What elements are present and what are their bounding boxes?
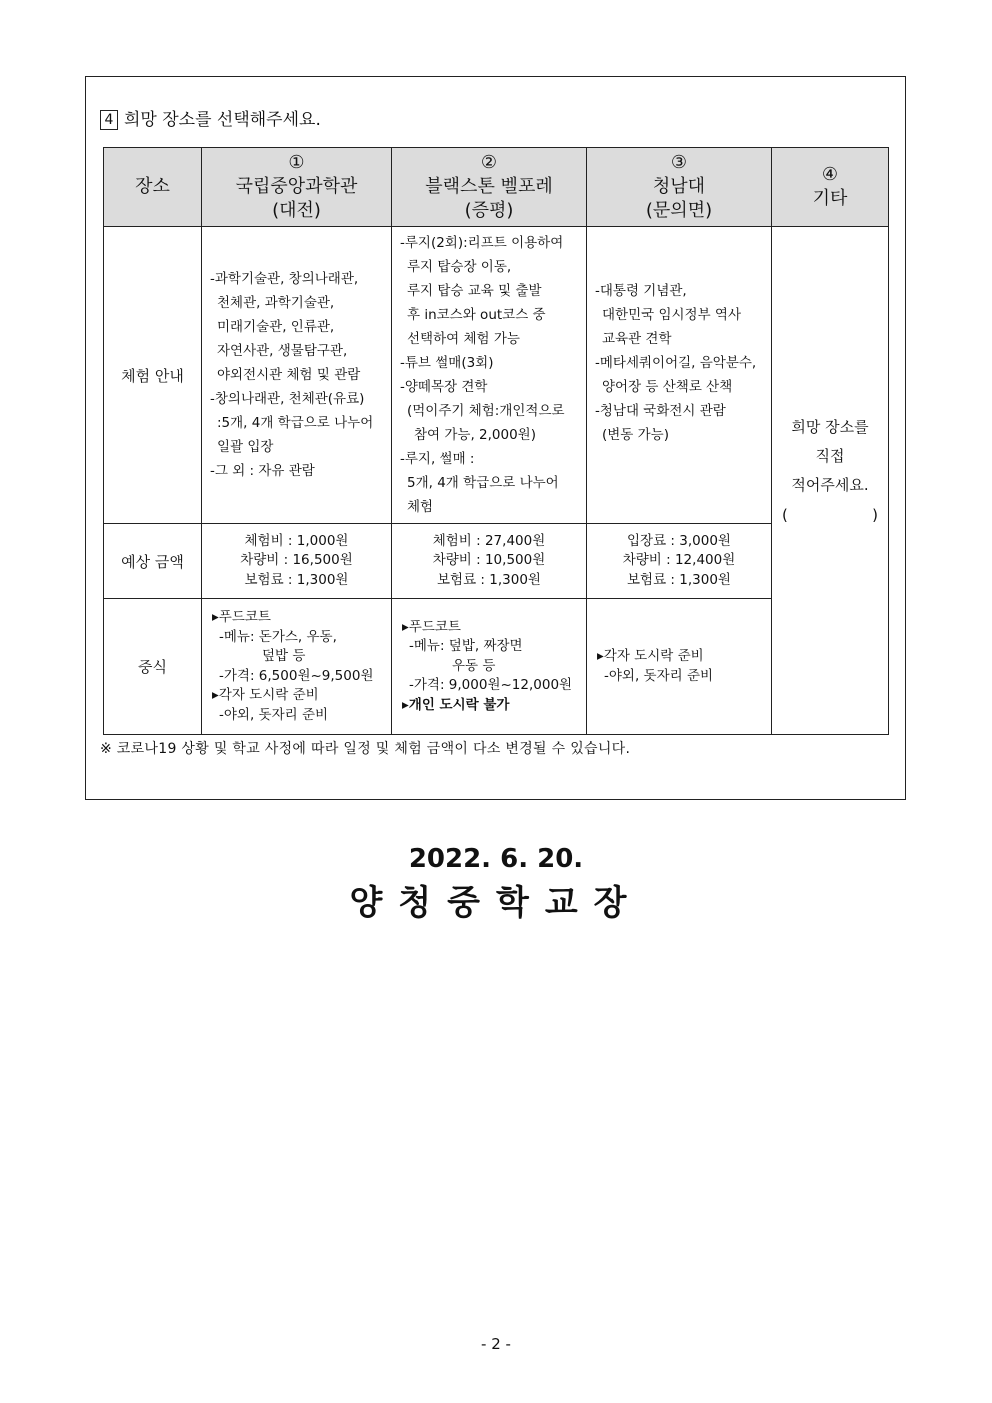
- option-location: (대전): [272, 200, 321, 221]
- section-heading-text: 희망 장소를 선택해주세요.: [124, 110, 321, 130]
- option-number: ④: [821, 164, 839, 185]
- header-option-4[interactable]: [772, 148, 889, 227]
- cost-row: [104, 524, 889, 599]
- header-option-2[interactable]: [392, 148, 587, 227]
- guide-row: [104, 227, 889, 524]
- section-heading: [100, 108, 321, 132]
- school-principal: 양청중학교장: [349, 883, 643, 923]
- option-name: 청남대: [652, 176, 706, 197]
- etc-cell: 희망 장소를 직접 적어주세요. ( ): [772, 227, 889, 735]
- page-number: - 2 -: [481, 1335, 511, 1353]
- option-name: 국립중앙과학관: [235, 176, 358, 197]
- lunch-option-2: ▸푸드코트 -메뉴: 덮밥, 짜장면 우동 등 -가격: 9,000원~12,000원 ▸개인 도시락 불가: [392, 599, 587, 735]
- header-option-3[interactable]: [587, 148, 772, 227]
- option-name: 기타: [812, 188, 848, 209]
- header-row: [104, 148, 889, 227]
- guide-option-1: -과학기술관, 창의나래관, 천체관, 과학기술관, 미래기술관, 인류관, 자연사관, 생물탐구관, 야외전시관 체험 및 관람 -창의나래관, 천체관(유료) :5개, 4개 학급으로 나누어 일괄 입장 -그 외 : 자유 관람: [202, 227, 392, 524]
- place-selection-table: [103, 147, 889, 735]
- cost-option-3: 입장료 : 3,000원 차량비 : 12,400원 보험료 : 1,300원: [587, 524, 772, 599]
- etc-input-field[interactable]: ( ): [782, 506, 878, 524]
- option-name: 블랙스톤 벨포레: [425, 176, 553, 197]
- cost-option-2: 체험비 : 27,400원 차량비 : 10,500원 보험료 : 1,300원: [392, 524, 587, 599]
- section-number: 4: [100, 110, 118, 130]
- option-location: (증평): [464, 200, 514, 221]
- cost-option-1: 체험비 : 1,000원 차량비 : 16,500원 보험료 : 1,300원: [202, 524, 392, 599]
- header-place: 장소: [104, 148, 202, 227]
- option-location: (문의면): [645, 200, 713, 221]
- guide-label: 체험 안내: [104, 227, 202, 524]
- guide-option-2: -루지(2회):리프트 이용하여 루지 탑승장 이동, 루지 탑승 교육 및 출발 후 in코스와 out코스 중 선택하여 체험 가능 -튜브 썰매(3회) -양떼목장 견학 (먹이주기 체험:개인적으로 참여 가능, 2,000원) -루지, 썰매 : 5개, 4개 학급으로 나누어 체험: [392, 227, 587, 524]
- lunch-option-1: ▸푸드코트 -메뉴: 돈가스, 우동, 덮밥 등 -가격: 6,500원~9,500원 ▸각자 도시락 준비 -야외, 돗자리 준비: [202, 599, 392, 735]
- lunch-label: 중식: [104, 599, 202, 735]
- option-number: ②: [480, 152, 498, 173]
- option-number: ①: [288, 152, 305, 173]
- guide-option-3: -대통령 기념관, 대한민국 임시정부 역사 교육관 견학 -메타세쿼이어길, 음악분수, 양어장 등 산책로 산책 -청남대 국화전시 관람 (변동 가능): [587, 227, 772, 524]
- lunch-row: [104, 599, 889, 735]
- lunch-option-3: ▸각자 도시락 준비 -야외, 돗자리 준비: [587, 599, 772, 735]
- document-date: 2022. 6. 20.: [408, 844, 584, 874]
- notice: ※ 코로나19 상황 및 학교 사정에 따라 일정 및 체험 금액이 다소 변경될 수 있습니다.: [100, 741, 631, 757]
- option-number: ③: [670, 152, 688, 173]
- header-option-1[interactable]: [202, 148, 392, 227]
- cost-label: 예상 금액: [104, 524, 202, 599]
